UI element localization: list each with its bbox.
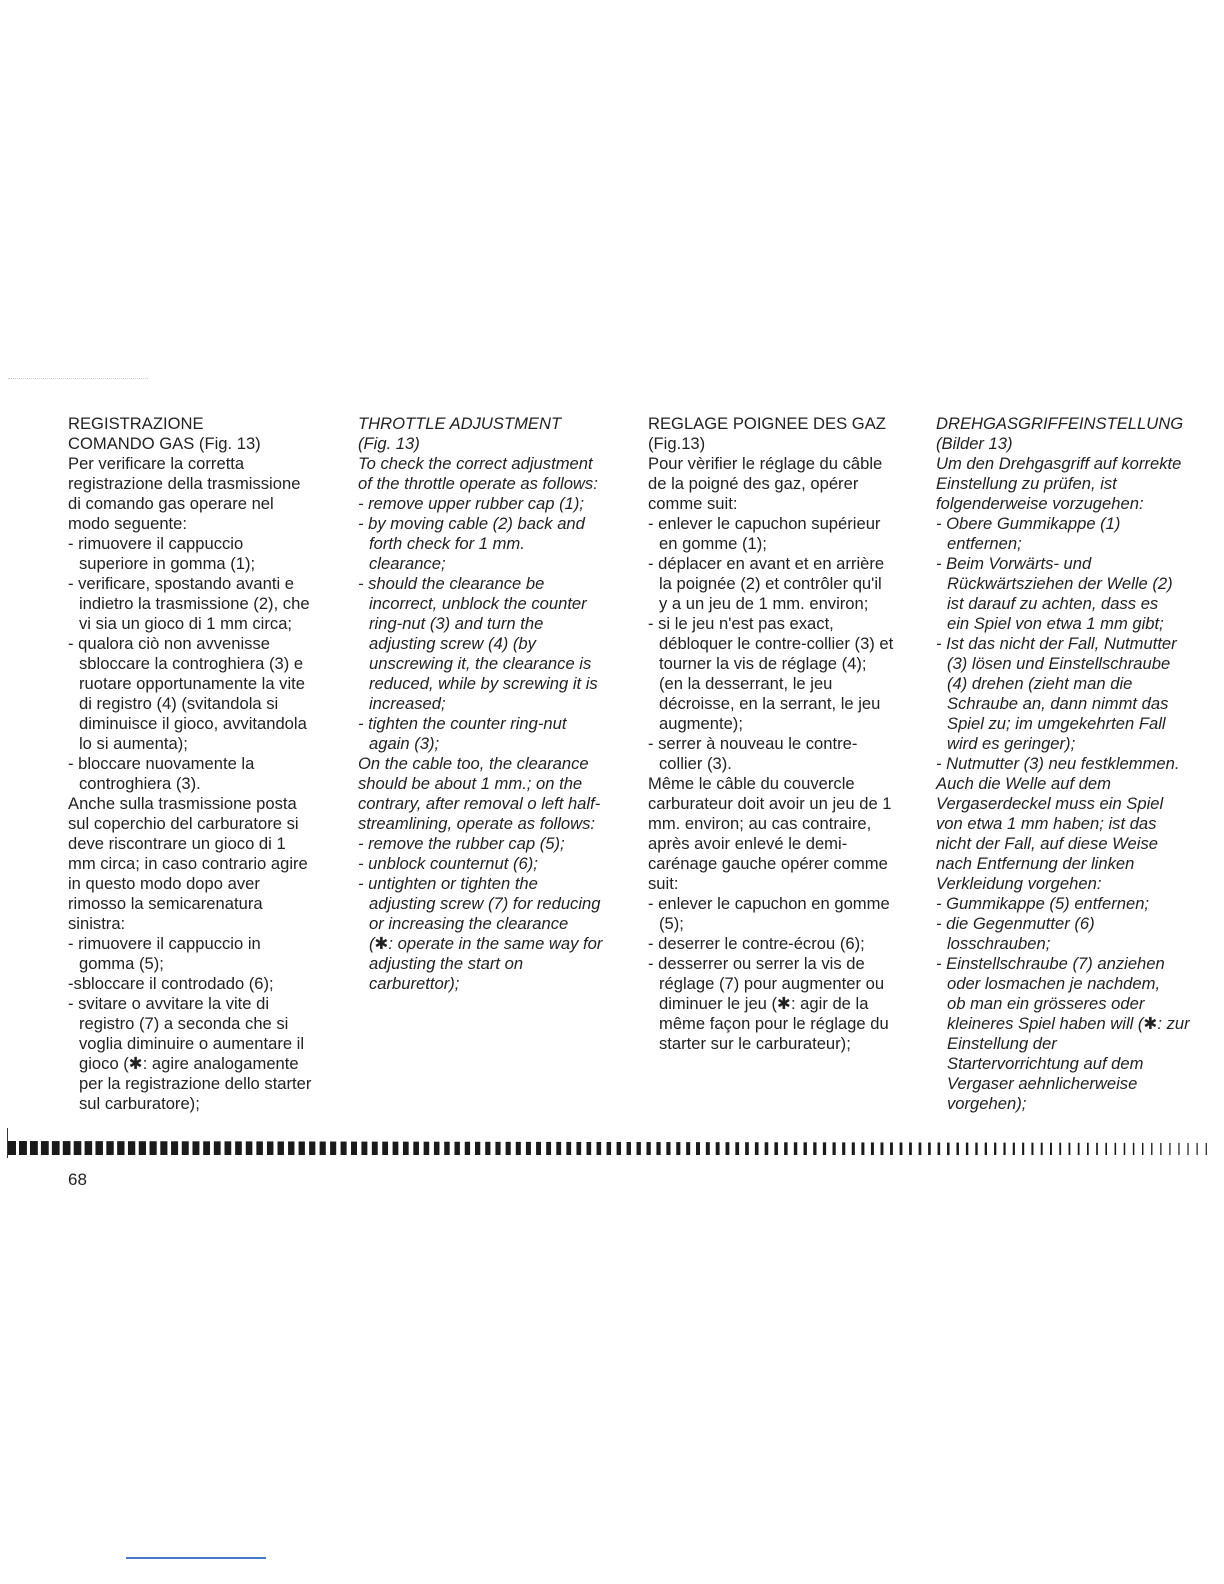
text-line: - enlever le capuchon supérieur [648,514,881,533]
bar-mark [150,1141,157,1155]
text-line: - verificare, spostando avanti e [68,574,294,593]
text-line: en gomme (1); [659,534,767,553]
bar-mark [928,1143,931,1155]
bar-mark [320,1142,326,1155]
text-line: Einstellung zu prüfen, ist [936,474,1117,493]
bar-mark [330,1142,336,1155]
bar-mark [455,1142,460,1155]
text-line: voglia diminuire o aumentare il [79,1034,305,1053]
bar-mark [225,1141,232,1155]
bar-mark [372,1142,378,1155]
bar-mark [1087,1143,1089,1155]
text-line: (Fig. 13) [358,434,420,453]
bar-mark [341,1142,347,1155]
text-line: carburateur doit avoir un jeu de 1 [648,794,892,813]
bar-mark [1160,1143,1161,1155]
bar-mark [1041,1143,1043,1155]
column-heading: THROTTLE ADJUSTMENT [358,414,562,433]
bar-mark [117,1141,124,1155]
bar-mark [30,1141,38,1155]
text-line: vorgehen); [947,1094,1027,1113]
text-line: per la registrazione dello starter [79,1074,312,1093]
text-line: in questo modo dopo aver [68,874,260,893]
bar-mark [1031,1143,1033,1155]
bar-mark [745,1142,749,1155]
bar-mark [975,1143,977,1155]
bar-mark [607,1142,612,1155]
bar-mark [1151,1143,1152,1155]
bar-mark [833,1142,836,1155]
text-line: Startervorrichtung auf dem [947,1054,1144,1073]
column-english [358,414,626,994]
text-line: - desserrer ou serrer la vis de [648,954,865,973]
bar-mark [938,1143,941,1155]
text-line: diminuer le jeu (✱: agir de la [659,994,869,1013]
text-line: adjusting screw (7) for reducing [369,894,601,913]
bar-mark [794,1142,797,1155]
text-line: ein Spiel von etwa 1 mm gibt; [947,614,1164,633]
text-line: - unblock counternut (6); [358,854,538,873]
text-line: Um den Drehgasgriff auf korrekte [936,454,1182,473]
text-line: de la poigné des gaz, opérer [648,474,859,493]
text-line: - rimuovere il cappuccio in [68,934,261,953]
text-line: suit: [648,874,679,893]
text-line: (4) drehen (zieht man die [947,674,1133,693]
text-line: la poignée (2) et contrôler qu'il [659,574,882,593]
text-line: - Beim Vorwärts- und [936,554,1092,573]
text-line: adjusting screw (4) (by [369,634,536,653]
bar-mark [1096,1143,1098,1155]
text-line: increased; [369,694,446,713]
bar-mark [597,1142,602,1155]
bar-mark [890,1142,893,1155]
bar-mark [403,1142,409,1155]
text-line: nicht der Fall, auf diese Weise [936,834,1158,853]
text-line: indietro la trasmissione (2), che [79,594,310,613]
bar-mark [413,1142,419,1155]
text-line: Même le câble du couvercle [648,774,855,793]
bar-mark [947,1143,950,1155]
column-heading: DREHGASGRIFFEINSTELLUNG [936,414,1184,433]
bar-mark [755,1142,759,1155]
bar-mark [587,1142,592,1155]
text-line: wird es geringer); [947,734,1076,753]
bar-mark [536,1142,541,1155]
bar-mark [8,1141,16,1155]
text-line: Pour vèrifier le réglage du câble [648,454,883,473]
bar-mark [842,1142,845,1155]
text-line: again (3); [369,734,440,753]
bar-mark [485,1142,490,1155]
text-line: On the cable too, the clearance [358,754,589,773]
bar-mark [214,1141,221,1155]
bar-mark [985,1143,987,1155]
text-line: comme suit: [648,494,738,513]
text-line: - by moving cable (2) back and [358,514,585,533]
text-line: ist darauf zu achten, dass es [947,594,1159,613]
bar-mark [900,1142,903,1155]
bar-mark [696,1142,700,1155]
bar-mark [646,1142,650,1155]
text-line: should be about 1 mm.; on the [358,774,583,793]
text-line: - Gummikappe (5) entfernen; [936,894,1150,913]
text-line: débloquer le contre-collier (3) et [659,634,894,653]
bar-mark [1124,1143,1126,1155]
bar-mark [526,1142,531,1155]
text-line: Rückwärtsziehen der Welle (2) [947,574,1173,593]
text-line: - should the clearance be [358,574,545,593]
bar-mark [804,1142,807,1155]
text-line: (✱: operate in the same way for [369,934,603,953]
text-line: après avoir enlevé le demi- [648,834,848,853]
text-line: or increasing the clearance [369,914,569,933]
bar-mark [994,1143,996,1155]
text-line: controghiera (3). [79,774,201,793]
bar-mark [41,1141,49,1155]
text-line: Auch die Welle auf dem [936,774,1111,793]
bar-mark [128,1141,135,1155]
bar-mark [1197,1143,1198,1155]
bar-mark [546,1142,551,1155]
bar-mark [382,1142,388,1155]
text-line: (5); [659,914,684,933]
bar-mark [871,1142,874,1155]
bar-mark [95,1141,102,1155]
bar-mark [956,1143,958,1155]
bar-mark [627,1142,631,1155]
text-line: di comando gas operare nel [68,494,274,513]
bar-mark [63,1141,71,1155]
bar-mark [765,1142,769,1155]
text-line: - die Gegenmutter (6) [936,914,1095,933]
text-line: diminuisce il gioco, avvitandola [79,714,307,733]
text-line: Per verificare la corretta [68,454,245,473]
bar-mark [192,1141,199,1155]
text-line: - si le jeu n'est pas exact, [648,614,834,633]
text-line: - untighten or tighten the [358,874,538,893]
text-line: sbloccare la controghiera (3) e [79,654,304,673]
bar-mark [1142,1143,1143,1155]
text-line: - Nutmutter (3) neu festklemmen. [936,754,1180,773]
text-line: rimosso la semicarenatura [68,894,263,913]
text-line: collier (3). [659,754,732,773]
bar-mark [434,1142,440,1155]
bar-mark [919,1143,922,1155]
text-line: nach Entfernung der linken [936,854,1135,873]
text-line: losschrauben; [947,934,1051,953]
bar-mark [465,1142,470,1155]
bar-mark [361,1142,367,1155]
bar-mark [735,1142,739,1155]
bar-mark [52,1141,60,1155]
text-line: kleineres Spiel haben will (✱: zur [947,1014,1190,1033]
text-line: of the throttle operate as follows: [358,474,598,493]
text-line: tourner la vis de réglage (4); [659,654,867,673]
bar-mark [351,1142,357,1155]
bar-mark [85,1141,93,1155]
text-line: gomma (5); [79,954,164,973]
column-german [936,414,1212,1114]
bar-mark [1115,1143,1117,1155]
bar-mark [444,1142,449,1155]
column-heading: REGLAGE POIGNEE DES GAZ [648,414,886,433]
bar-mark [716,1142,720,1155]
text-line: - bloccare nuovamente la [68,754,255,773]
bar-mark [966,1143,968,1155]
bar-mark [784,1142,787,1155]
scan-speck-line [8,378,148,380]
text-line: clearance; [369,554,446,573]
text-line: To check the correct adjustment [358,454,593,473]
text-line: (3) lösen und Einstellschraube [947,654,1171,673]
footer-line [126,1557,266,1559]
text-line: - remove upper rubber cap (1); [358,494,584,513]
bar-mark [495,1142,500,1155]
text-line: oder losmachen je nachdem, [947,974,1161,993]
text-line: ob man ein grösseres oder [947,994,1145,1013]
text-line: COMANDO GAS (Fig. 13) [68,434,261,453]
bar-mark [288,1141,294,1155]
text-line: ring-nut (3) and turn the [369,614,544,633]
text-line: sul coperchio del carburatore si [68,814,299,833]
bar-mark [393,1142,399,1155]
text-line: mm. environ; au cas contraire, [648,814,872,833]
bar-mark [1069,1143,1071,1155]
text-line: - Einstellschraube (7) anziehen [936,954,1165,973]
text-line: (en la desserrant, le jeu [659,674,833,693]
bar-mark [1022,1143,1024,1155]
bar-mark [1003,1143,1005,1155]
bar-mark [299,1141,305,1155]
bar-mark [182,1141,189,1155]
column-french [648,414,920,1054]
text-line: Spiel zu; im umgekehrten Fall [947,714,1166,733]
gradient-bar-graphic [6,1140,1212,1156]
bar-mark [256,1141,263,1155]
text-line: (Bilder 13) [936,434,1013,453]
text-line: modo seguente: [68,514,188,533]
bar-mark [309,1142,315,1155]
text-line: réglage (7) pour augmenter ou [659,974,885,993]
text-line: deve riscontrare un gioco di 1 [68,834,286,853]
text-line: - Ist das nicht der Fall, Nutmutter [936,634,1177,653]
text-line: incorrect, unblock the counter [369,594,587,613]
bar-mark [686,1142,690,1155]
bar-mark [267,1141,273,1155]
text-line: registro (7) a seconda che si [79,1014,289,1033]
bar-mark [516,1142,521,1155]
gradient-bar-divider [6,1140,1212,1156]
bar-mark [424,1142,430,1155]
text-line: folgenderweise vorzugehen: [936,494,1144,513]
text-line: contrary, after removal o left half- [358,794,601,813]
bar-mark [1105,1143,1107,1155]
text-line: ruotare opportunamente la vite [79,674,306,693]
bar-mark [637,1142,641,1155]
bar-mark [1178,1143,1179,1155]
bar-mark [246,1141,253,1155]
text-line: carburettor); [369,974,460,993]
text-line: - svitare o avvitare la vite di [68,994,270,1013]
text-line: von etwa 1 mm haben; ist das [936,814,1157,833]
bar-mark [1206,1143,1207,1155]
text-line: registrazione della trasmissione [68,474,301,493]
bar-mark [506,1142,511,1155]
text-line: -sbloccare il controdado (6); [68,974,274,993]
bar-mark [774,1142,778,1155]
bar-mark [617,1142,621,1155]
bar-mark [566,1142,571,1155]
text-line: Vergaser aehnlicherweise [947,1074,1138,1093]
text-line: - tighten the counter ring-nut [358,714,567,733]
bar-mark [160,1141,167,1155]
bar-mark [656,1142,660,1155]
text-line: (Fig.13) [648,434,706,453]
page-number: 68 [68,1170,87,1189]
bar-mark [1169,1143,1170,1155]
text-line: carénage gauche opérer comme [648,854,888,873]
bar-mark [556,1142,561,1155]
text-line: - serrer à nouveau le contre- [648,734,858,753]
bar-mark [74,1141,82,1155]
text-line: streamlining, operate as follows: [358,814,596,833]
bar-mark [881,1142,884,1155]
column-italian [68,414,338,1114]
bar-mark [106,1141,113,1155]
text-line: même façon pour le réglage du [659,1014,889,1033]
bar-mark [813,1142,816,1155]
bar-mark [19,1141,27,1155]
bar-mark [235,1141,242,1155]
bar-mark [576,1142,581,1155]
text-line: reduced, while by screwing it is [369,674,598,693]
text-line: superiore in gomma (1); [79,554,256,573]
bar-mark [861,1142,864,1155]
text-line: Einstellung der [947,1034,1057,1053]
bar-mark [278,1141,284,1155]
text-line: vi sia un gioco di 1 mm circa; [79,614,293,633]
bar-mark [139,1141,146,1155]
bar-mark [852,1142,855,1155]
text-line: - enlever le capuchon en gomme [648,894,890,913]
text-line: unscrewing it, the clearance is [369,654,592,673]
bar-mark [676,1142,680,1155]
bar-mark [475,1142,480,1155]
bar-mark [1050,1143,1052,1155]
text-line: Vergaserdeckel muss ein Spiel [936,794,1164,813]
bar-mark [1013,1143,1015,1155]
bar-mark [203,1141,210,1155]
text-line: augmente); [659,714,743,733]
bar-mark [1187,1143,1188,1155]
text-line: - deserrer le contre-écrou (6); [648,934,865,953]
text-line: - Obere Gummikappe (1) [936,514,1121,533]
bar-mark [726,1142,730,1155]
text-line: décroisse, en la serrant, le jeu [659,694,881,713]
text-line: mm circa; in caso contrario agire [68,854,308,873]
text-line: di registro (4) (svitandola si [79,694,279,713]
column-heading: REGISTRAZIONE [68,414,204,433]
text-line: entfernen; [947,534,1022,553]
bar-mark [823,1142,826,1155]
text-line: Anche sulla trasmissione posta [68,794,297,813]
bar-mark [706,1142,710,1155]
text-line: starter sur le carburateur); [659,1034,851,1053]
text-line: adjusting the start on [369,954,524,973]
bar-mark [1078,1143,1080,1155]
text-line: sinistra: [68,914,126,933]
text-line: - qualora ciò non avvenisse [68,634,271,653]
text-line: Verkleidung vorgehen: [936,874,1102,893]
bar-mark [666,1142,670,1155]
text-line: y a un jeu de 1 mm. environ; [659,594,869,613]
bar-mark [171,1141,178,1155]
text-line: forth check for 1 mm. [369,534,525,553]
text-line: - remove the rubber cap (5); [358,834,565,853]
bar-mark [1133,1143,1134,1155]
bar-mark [909,1142,912,1155]
text-line: gioco (✱: agire analogamente [79,1054,299,1073]
text-line: - rimuovere il cappuccio [68,534,244,553]
text-line: lo si aumenta); [79,734,188,753]
bar-mark [1059,1143,1061,1155]
text-line: sul carburatore); [79,1094,200,1113]
text-line: Schraube an, dann nimmt das [947,694,1169,713]
text-line: - déplacer en avant et en arrière [648,554,885,573]
